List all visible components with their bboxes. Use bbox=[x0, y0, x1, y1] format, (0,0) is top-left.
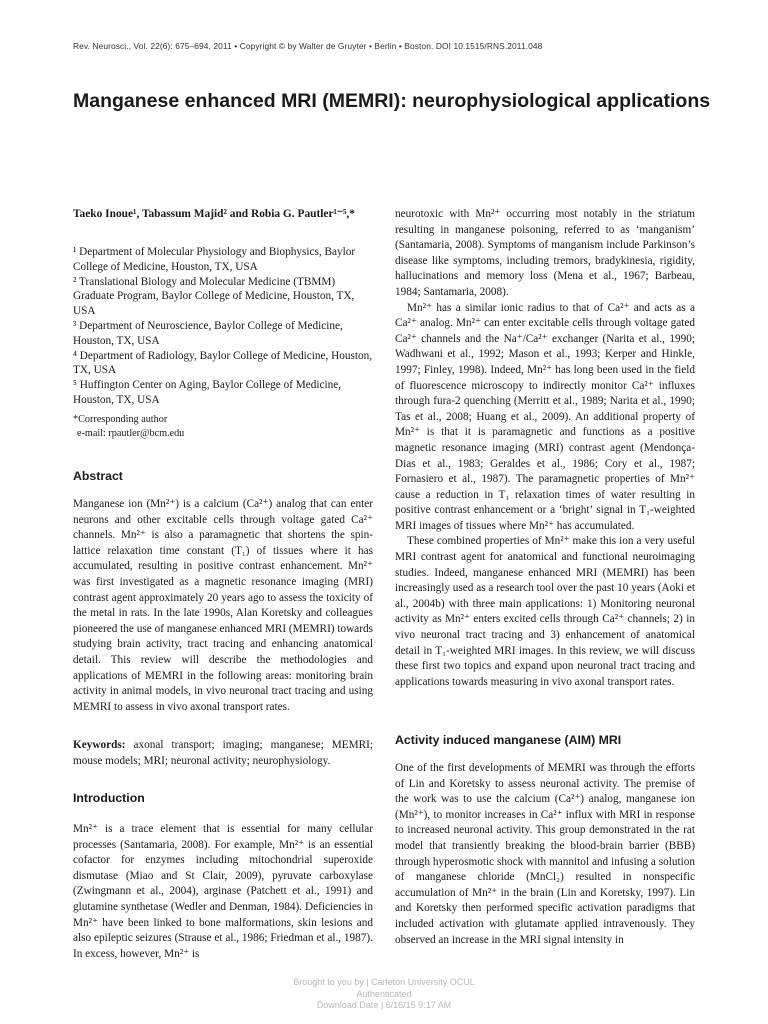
paragraph-combined-properties: These combined properties of Mn²⁺ make this ion a very useful MRI contrast agent for anatomical and functional neuroimaging studies. Indeed, manganese enhanced MRI (MEMRI) has been increasingly used as a research tool over the past 10 years (Aoki et al., 2004b) with three main applications: 1) Monitoring neuronal activity as Mn²⁺ enters excited cells through Ca²⁺ channels; 2) in vivo neuronal tract tracing and 3) enhancement of anatomical detail in T₁-weighted MRI images. In this review, we will discuss these first two topics and expand upon neuronal tract tracing and applications towards measuring in vivo axonal transport rates. bbox=[395, 535, 695, 688]
keywords-text: axonal transport; imaging; manganese; MEMRI; mouse models; MRI; neuronal activity; neurophysiology. bbox=[73, 739, 373, 767]
introduction-text: Mn²⁺ is a trace element that is essential for many cellular processes (Santamaria, 2008). For example, Mn²⁺ is an essential cofactor for enzymes including mitochondrial superoxide dismutase (Miao and St Clair, 2009), pyruvate carboxylase (Zwingmann et al., 2004), arginase (Patchett et al., 1991) and glutamine synthetase (Wedler and Denman, 1984). Deficiencies in Mn²⁺ have been linked to bone malformations, skin lesions and also epileptic seizures (Strause et al., 1986; Friedman et al., 1987). In excess, however, Mn²⁺ is bbox=[73, 823, 373, 960]
corresponding-label: *Corresponding author bbox=[73, 414, 168, 425]
introduction-heading: Introduction bbox=[73, 791, 145, 805]
abstract-text: Manganese ion (Mn²⁺) is a calcium (Ca²⁺) analog that can enter neurons and other excitable cells through voltage gated Ca²⁺ channels. Mn²⁺ is also a paramagnetic that shortens the spin-lattice relaxation time constant (T₁) of tissues where it has accumulated, resulting in positive contrast enhancement. Mn²⁺ was first investigated as a magnetic resonance imaging (MRI) contrast agent approximately 20 years ago to assess the toxicity of the metal in rats. In the late 1990s, Alan Koretsky and colleagues pioneered the use of manganese enhanced MRI (MEMRI) towards studying brain activity, tract tracing and enhancing anatomical detail. This review will describe the methodologies and applications of MEMRI in the following areas: monitoring brain activity in animal models, in vivo neuronal tract tracing and using MEMRI to assess in vivo axonal transport rates. bbox=[73, 498, 373, 713]
paragraph-manganism: neurotoxic with Mn²⁺ occurring most notably in the striatum resulting in manganese poisoning, referred to as ‘manganism’ (Santamaria, 2008). Symptoms of manganism include Parkinson’s disease like symptoms, including tremors, bradykinesia, rigidity, hallucinations and memory loss (Mena et al., 1967; Barbeau, 1984; Santamaria, 2008). bbox=[395, 208, 695, 298]
running-head: Rev. Neurosci., Vol. 22(6): 675–694, 2011 • Copyright © by Walter de Gruyter • Berlin • Boston. DOI 10.1515/RNS.2011.048 bbox=[73, 41, 543, 51]
right-body bbox=[395, 207, 695, 690]
affiliation-5: ⁵ Huffington Center on Aging, Baylor College of Medicine, Houston, TX, USA bbox=[73, 379, 342, 406]
aim-heading: Activity induced manganese (AIM) MRI bbox=[395, 733, 622, 747]
author-list: Taeko Inoue¹, Tabassum Majid² and Robia G. Pautler¹⁻⁵,* bbox=[73, 208, 355, 220]
affiliation-4: ⁴ Department of Radiology, Baylor College of Medicine, Houston, TX, USA bbox=[73, 349, 373, 377]
affiliation-1: ¹ Department of Molecular Physiology and Biophysics, Baylor College of Medicine, Houston, TX, USA bbox=[73, 246, 356, 273]
keywords bbox=[73, 738, 373, 769]
keywords-label: Keywords: bbox=[73, 739, 126, 751]
affiliations bbox=[73, 245, 373, 408]
corresponding-email[interactable]: e-mail: rpautler@bcm.edu bbox=[77, 428, 185, 439]
article-title: Manganese enhanced MRI (MEMRI): neurophysiological applications bbox=[73, 90, 711, 112]
footer-line-provider: Brought to you by | Carleton University OCUL bbox=[293, 977, 475, 987]
access-footer bbox=[200, 977, 568, 1012]
corresponding-author bbox=[73, 413, 373, 441]
footer-line-date: Download Date | 6/16/15 9:17 AM bbox=[316, 1000, 452, 1011]
footer-line-auth: Authenticated bbox=[356, 988, 412, 999]
paragraph-ionic-radius: Mn²⁺ has a similar ionic radius to that of Ca²⁺ and acts as a Ca²⁺ analog. Mn²⁺ can enter excitable cells through voltage gated Ca²⁺ channels and the Na⁺/Ca²⁺ exchanger (Narita et al., 1990; Wadhwani et al., 1992; Mason et al., 1993; Kerper and Hinkle, 1997; Finley, 1998). Indeed, Mn²⁺ has long been used in the field of fluorescence microscopy to indirectly monitor Ca²⁺ influxes through fura-2 quenching (Merritt et al., 1989; Narita et al., 1990; Tas et al., 2008; Huang et al., 2009). An additional property of Mn²⁺ is that it is paramagnetic and functions as a positive magnetic resonance imaging (MRI) contrast agent (Mendonça-Dias et al., 1983; Geraldes et al., 1986; Cory et al., 1987; Fornasiero et al., 1987). The paramagnetic properties of Mn²⁺ cause a reduction in T₁ relaxation times of water resulting in positive contrast enhancement or a ‘bright’ signal in T₁-weighted MRI images of tissues where Mn²⁺ has accumulated. bbox=[395, 301, 695, 532]
affiliation-2: ² Translational Biology and Molecular Medicine (TBMM) Graduate Program, Baylor College of Medicine, Houston, TX, USA bbox=[73, 275, 355, 318]
affiliation-3: ³ Department of Neuroscience, Baylor College of Medicine, Houston, TX, USA bbox=[73, 319, 343, 347]
abstract-heading: Abstract bbox=[73, 469, 123, 483]
aim-text: One of the first developments of MEMRI was through the efforts of Lin and Koretsky to assess neuronal activity. The premise of the work was to use the calcium (Ca²⁺) analog, manganese ion (Mn²⁺), to monitor increases in Ca²⁺ influx with MRI in response to increased neuronal activity. This group demonstrated in the rat model that transiently breaking the blood-brain barrier (BBB) through hyperosmotic shock with mannitol and infusing a solution of manganese chloride (MnCl₂) resulted in nonspecific accumulation of Mn²⁺ in the brain (Lin and Koretsky, 1997). Lin and Koretsky then performed specific activation paradigms that included activation with glutamate applied intravenously. They observed an increase in the MRI signal intensity in bbox=[395, 762, 695, 946]
